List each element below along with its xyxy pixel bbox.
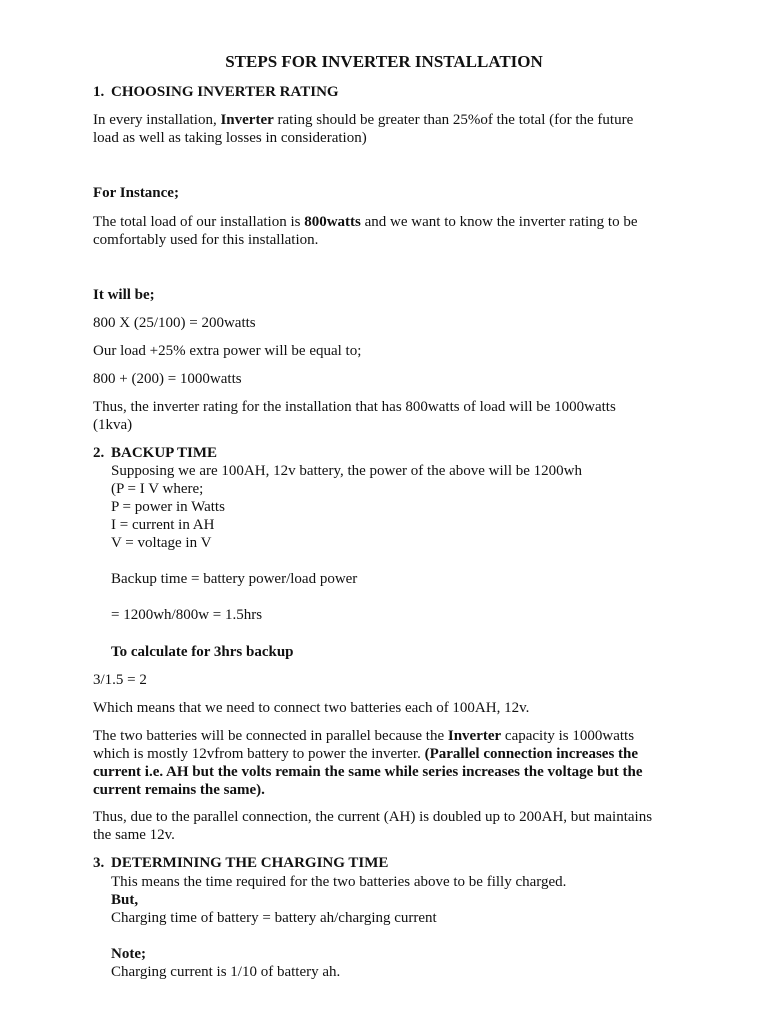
for-instance-heading: For Instance;: [93, 185, 179, 201]
text-run: which is mostly 12vfrom battery to power the inverter.: [93, 746, 425, 762]
thus-line-1: Thus, the inverter rating for the installation that has 800watts of load will be 1000watts: [93, 399, 616, 415]
section-1-intro-line-1: [93, 111, 633, 129]
section-2-number: 2.: [93, 445, 105, 461]
parallel-para-line-1: [93, 727, 634, 745]
text-run: The total load of our installation is: [93, 214, 305, 230]
it-will-be-heading: It will be;: [93, 287, 155, 303]
battery-ratio: 3/1.5 = 2: [93, 672, 147, 688]
text-run: The two batteries will be connected in parallel because the: [93, 728, 448, 744]
section-3-heading: [93, 854, 388, 872]
thus-line-2: (1kva): [93, 417, 133, 433]
section-1-title: CHOOSING INVERTER RATING: [111, 84, 339, 100]
bold-run: Inverter: [220, 112, 274, 128]
charging-current-note: Charging current is 1/10 of battery ah.: [111, 964, 341, 980]
backup-result: = 1200wh/800w = 1.5hrs: [111, 607, 263, 623]
charging-formula: Charging time of battery = battery ah/charging current: [111, 910, 437, 926]
section-3-number: 3.: [93, 855, 105, 871]
backup-line-5: V = voltage in V: [111, 535, 212, 551]
extra-power-line: Our load +25% extra power will be equal to;: [93, 343, 362, 359]
doubled-current-line-1: Thus, due to the parallel connection, the current (AH) is doubled up to 200AH, but maintains: [93, 809, 653, 825]
parallel-para-line-3: current i.e. AH but the volts remain the same while series increases the voltage but the: [93, 764, 643, 780]
two-batteries-line: Which means that we need to connect two batteries each of 100AH, 12v.: [93, 700, 530, 716]
backup-line-2: (P = I V where;: [111, 481, 204, 497]
three-hour-backup-heading: To calculate for 3hrs backup: [111, 644, 294, 660]
charging-line-1: This means the time required for the two batteries above to be filly charged.: [111, 874, 567, 890]
section-3-title: DETERMINING THE CHARGING TIME: [111, 855, 389, 871]
calculation-1: 800 X (25/100) = 200watts: [93, 315, 256, 331]
backup-line-1: Supposing we are 100AH, 12v battery, the power of the above will be 1200wh: [111, 463, 583, 479]
document-title: STEPS FOR INVERTER INSTALLATION: [225, 52, 543, 71]
backup-line-3: P = power in Watts: [111, 499, 225, 515]
doubled-current-line-2: the same 12v.: [93, 827, 175, 843]
bold-run: (Parallel connection increases the: [424, 746, 639, 762]
section-1-intro-line-2: load as well as taking losses in consideration): [93, 130, 367, 146]
text-run: and we want to know the inverter rating to be: [360, 214, 638, 230]
section-2-heading: [93, 444, 217, 462]
bold-run: Inverter: [447, 728, 502, 744]
backup-formula: Backup time = battery power/load power: [111, 571, 358, 587]
total-load-line-2: comfortably used for this installation.: [93, 232, 319, 248]
note-label: Note;: [111, 946, 146, 962]
section-1-heading: [93, 83, 339, 101]
section-1-number: 1.: [93, 84, 105, 100]
parallel-para-line-4: current remains the same).: [93, 782, 265, 798]
calculation-2: 800 + (200) = 1000watts: [93, 371, 242, 387]
backup-line-4: I = current in AH: [111, 517, 215, 533]
bold-run: 800watts: [304, 214, 361, 230]
text-run: rating should be greater than 25%of the total (for the future: [273, 112, 634, 128]
section-2-title: BACKUP TIME: [111, 445, 217, 461]
parallel-para-line-2: [93, 745, 638, 763]
text-run: capacity is 1000watts: [501, 728, 635, 744]
but-label: But,: [111, 892, 139, 908]
text-run: In every installation,: [93, 112, 221, 128]
total-load-line-1: [93, 213, 637, 231]
